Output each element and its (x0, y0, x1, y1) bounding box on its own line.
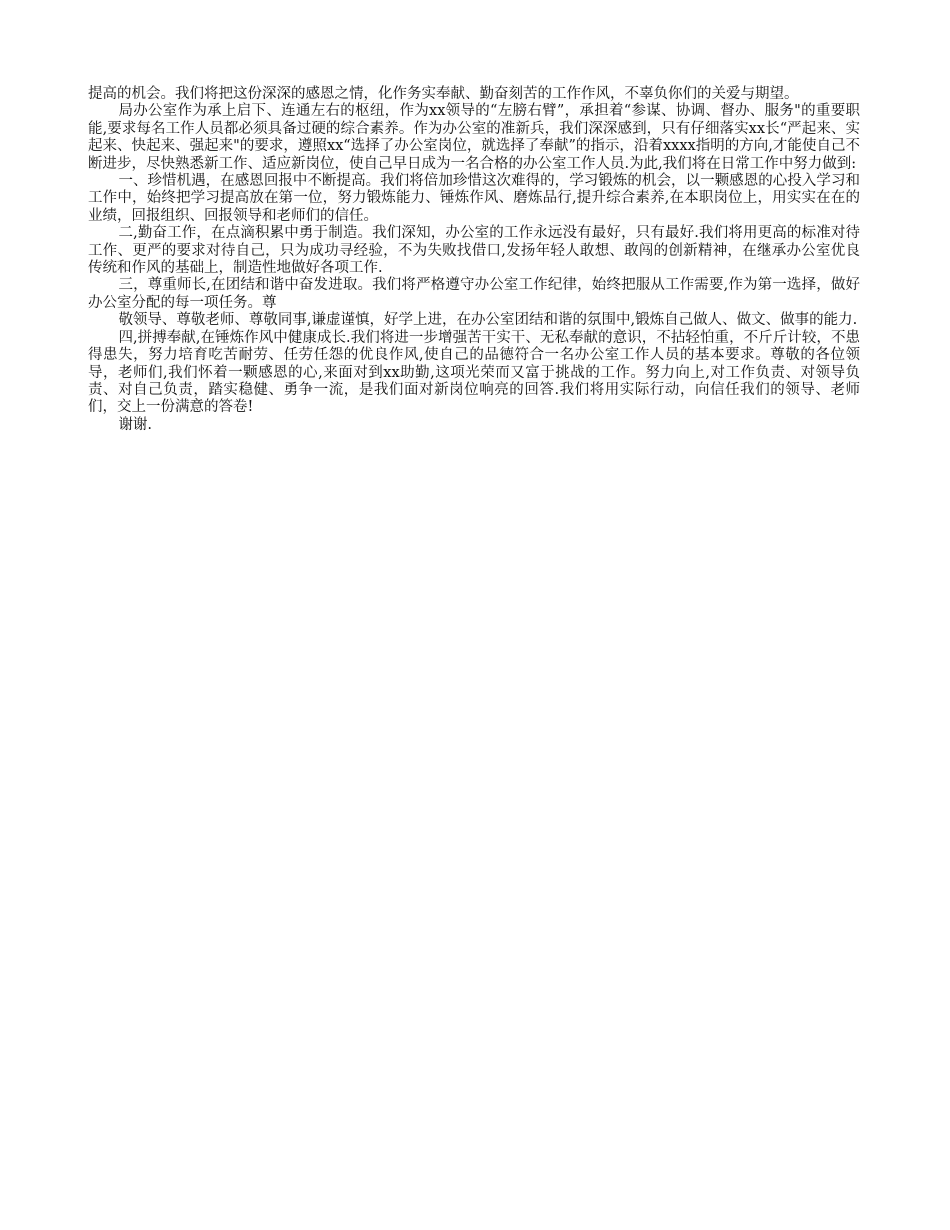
paragraph-point-three-continued: 敬领导、尊敬老师、尊敬同事,谦虚谨慎，好学上进，在办公室团结和谐的氛围中,锻炼自己做人、做文、做事的能力. (118, 312, 858, 329)
document-body (88, 86, 860, 434)
paragraph-closing-thanks: 谢谢. (118, 416, 153, 433)
paragraph-point-one: 一、珍惜机遇，在感恩回报中不断提高。我们将倍加珍惜这次难得的，学习锻炼的机会，以一颗感恩的心投入学习和工作中，始终把学习提高放在第一位，努力锻炼能力、锤炼作风、磨炼品行,提升综合素养,在本职岗位上，用实实在在的业绩，回报组织、回报领导和老师们的信任。 (88, 173, 860, 224)
paragraph-opening: 提高的机会。我们将把这份深深的感恩之情，化作务实奉献、勤奋刻苦的工作作风，不辜负你们的关爱与期望。 (88, 86, 799, 102)
paragraph-point-four: 四,拼搏奉献,在锤炼作风中健康成长.我们将进一步增强苦干实干、无私奉献的意识，不拈轻怕重，不斤斤计较，不患得患失，努力培育吃苦耐劳、任劳任怨的优良作风,使自己的品德符合一名办公室工作人员的基本要求。尊敬的各位领导，老师们,我们怀着一颗感恩的心,来面对到xx助勤,这项光荣而又富于挑战的工作。努力向上,对工作负责、对领导负责、对自己负责，踏实稳健、勇争一流，是我们面对新岗位响亮的回答.我们将用实际行动，向信任我们的领导、老师们，交上一份满意的答卷! (88, 329, 860, 416)
paragraph-point-three: 三，尊重师长,在团结和谐中奋发进取。我们将严格遵守办公室工作纪律，始终把服从工作需要,作为第一选择，做好办公室分配的每一项任务。尊 (88, 277, 860, 311)
paragraph-point-two: 二,勤奋工作，在点滴积累中勇于制造。我们深知，办公室的工作永远没有最好，只有最好.我们将用更高的标准对待工作、更严的要求对待自己，只为成功寻经验，不为失败找借口,发扬年轻人敢想、敢闯的创新精神，在继承办公室优良传统和作风的基础上，制造性地做好各项工作. (88, 225, 860, 277)
paragraph-office-role: 局办公室作为承上启下、连通左右的枢纽，作为xx领导的“左膀右臂”，承担着“参谋、协调、督办、服务"的重要职能,要求每名工作人员都必须具备过硬的综合素养。作为办公室的准新兵，我们深深感到，只有仔细落实xx长“严起来、实起来、快起来、强起来"的要求，遵照xx“选择了办公室岗位，就选择了奉献”的指示，沿着xxxx指明的方向,才能使自己不断进步，尽快熟悉新工作、适应新岗位，使自己早日成为一名合格的办公室工作人员.为此,我们将在日常工作中努力做到: (88, 103, 860, 172)
